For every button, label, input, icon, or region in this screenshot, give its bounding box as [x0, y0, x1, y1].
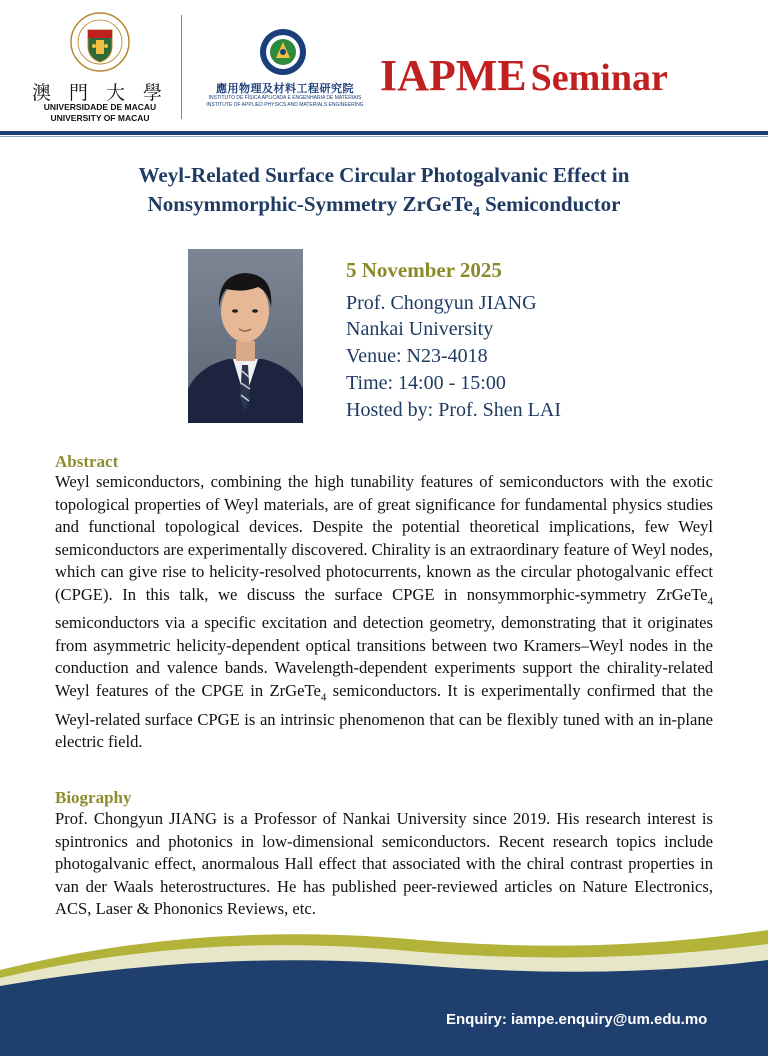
header-rule-thin	[0, 136, 768, 137]
header	[0, 0, 768, 134]
talk-title-line2: Nonsymmorphic-Symmetry ZrGeTe$_4$ Semiconductor	[147, 192, 621, 221]
iapme-logo	[205, 28, 365, 110]
um-portuguese-name: UNIVERSIDADE DE MACAU	[43, 102, 157, 112]
um-chinese-name: 澳 門 大 學	[31, 82, 169, 104]
seminar-title-seminar: Seminar	[530, 57, 668, 99]
speaker-name: Prof. Chongyun JIANG	[346, 292, 537, 314]
um-logo	[30, 12, 170, 122]
biography-text: Prof. Chongyun JIANG is a Professor of Nankai University since 2019. His research interest is spintronics and photonics in low-dimensional semiconductors. Recent research topics include photogalvanic effect, anormalous Hall effect that associated with the chiral contrast properties in van der Waals heterostructures. He has published peer-reviewed articles on Nature Electronics, ACS, Laser & Phononics Reviews, etc.	[55, 809, 713, 918]
enquiry-contact[interactable]: Enquiry: iampe.enquiry@um.edu.mo	[446, 1011, 708, 1028]
seminar-title-iapme: IAPME	[380, 51, 527, 100]
talk-venue: Venue: N23-4018	[346, 345, 488, 367]
iapme-portuguese-name: INSTITUTO DE FÍSICA APLICADA E ENGENHARIA DE MATERIAIS	[208, 95, 362, 101]
footer-wave-dark	[0, 960, 768, 1056]
speaker-affiliation: Nankai University	[346, 318, 494, 340]
um-english-name: UNIVERSITY OF MACAU	[50, 113, 150, 123]
talk-title	[60, 161, 708, 227]
abstract-text: Weyl semiconductors, combining the high tunability features of semiconductors with the exotic topological properties of Weyl materials, are of great significance for fundamental physics studies and functional topological devices. Despite the potential theoretical implications, few Weyl semiconductors are experimentally discovered. Chirality is an extraordinary feature of Weyl nodes, which can give rise to helicity-resolved photocurrents, known as the circular photogalvanic effect (CPGE). In this talk, we discuss the surface CPGE in nonsymmorphic-symmetry ZrGeTe$_4$ semiconductors via a specific excitation and detection geometry, demonstrating that it originates from asymmetric helicity-dependent optical transitions between two Kramers–Weyl nodes in the conduction and valence bands. Wavelength-dependent experiments support the chirality-related Weyl features of the CPGE in ZrGeTe$_4$ semiconductors. It is experimentally confirmed that the Weyl-related surface CPGE is an intrinsic phenomenon that can be flexibly tuned with an in-plane electric field.	[55, 472, 713, 752]
um-seal-icon	[70, 12, 130, 72]
talk-title-line1: Weyl-Related Surface Circular Photogalvanic Effect in	[138, 163, 630, 187]
seminar-title	[380, 50, 668, 101]
header-rule	[0, 131, 768, 135]
biography-heading: Biography	[55, 788, 132, 807]
iapme-seal-icon	[259, 28, 307, 76]
footer-wave	[0, 900, 768, 1056]
iapme-english-name: INSTITUTE OF APPLIED PHYSICS AND MATERIALS ENGINEERING	[206, 102, 364, 108]
speaker-photo	[188, 249, 303, 423]
talk-time: Time: 14:00 - 15:00	[346, 372, 506, 394]
talk-host: Hosted by: Prof. Shen LAI	[346, 399, 561, 421]
speaker-portrait-icon	[188, 249, 303, 423]
talk-date: 5 November 2025	[346, 258, 502, 282]
header-divider	[181, 15, 182, 119]
iapme-chinese-name: 應用物理及材料工程研究院	[216, 82, 354, 95]
abstract-heading: Abstract	[55, 452, 119, 471]
